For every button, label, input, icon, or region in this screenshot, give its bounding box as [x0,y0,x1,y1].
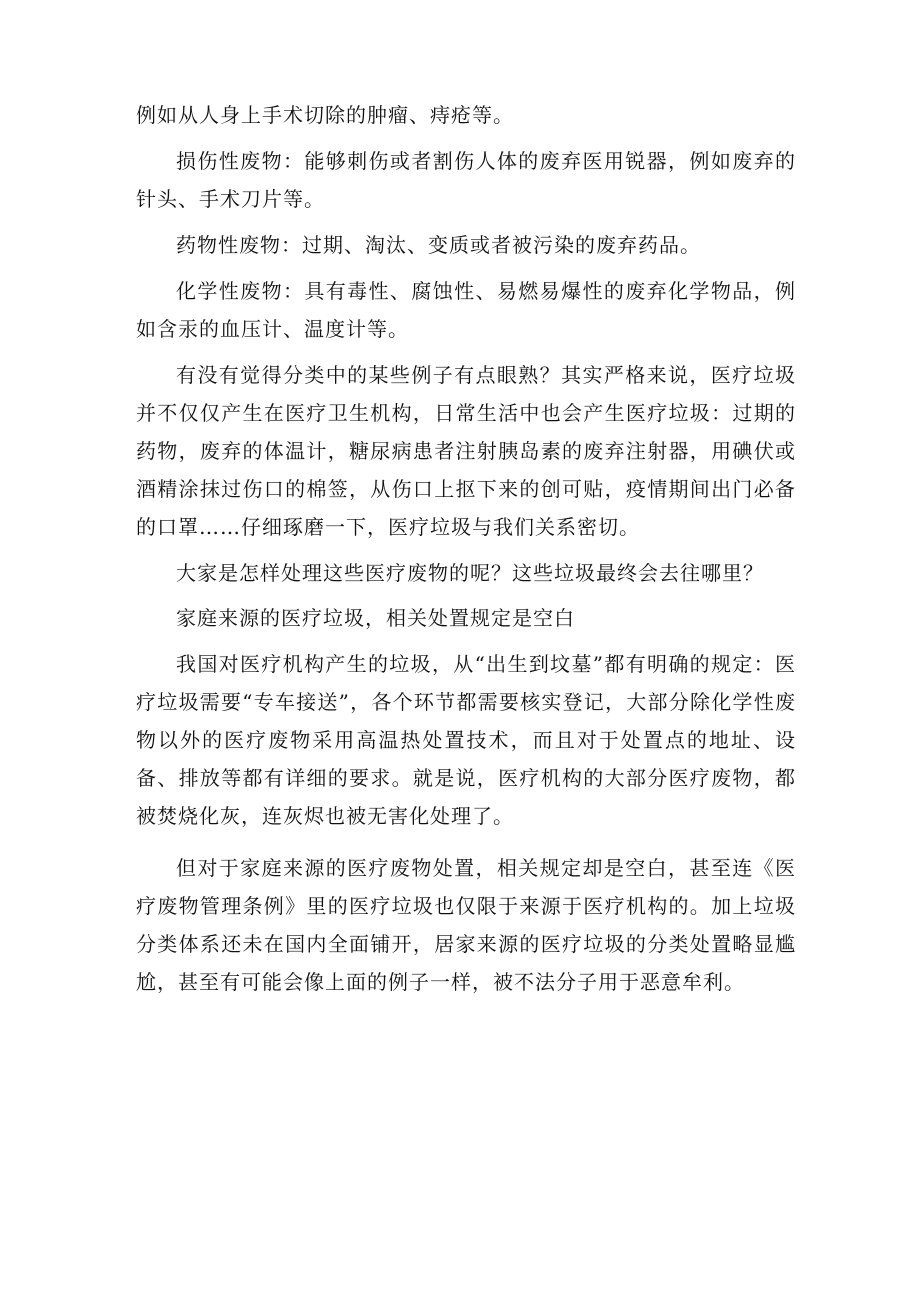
paragraph-sharps-waste: 损伤性废物：能够刺伤或者割伤人体的废弃医用锐器，例如废弃的针头、手术刀片等。 [136,149,796,211]
paragraph-tumor-example: 例如从人身上手术切除的肿瘤、痔疮等。 [136,103,514,127]
paragraph-question: 大家是怎样处理这些医疗废物的呢？这些垃圾最终会去往哪里？ [176,561,764,585]
paragraph-pharmaceutical-waste: 药物性废物：过期、淘汰、变质或者被污染的废弃药品。 [176,233,701,257]
paragraph-institutional-rules: 我国对医疗机构产生的垃圾，从“出生到坟墓”都有明确的规定：医疗垃圾需要“专车接送”，各个环节都需要核实登记，大部分除化学性废物以外的医疗废物采用高温热处置技术，而且对于处置点的地址、设备、排放等都有详细的要求。就是说，医疗机构的大部分医疗废物，都被焚烧化灰，连灰烬也被无害化处理了。 [136,652,796,828]
paragraph-household-gap: 但对于家庭来源的医疗废物处置，相关规定却是空白，甚至连《医疗废物管理条例》里的医疗垃圾也仅限于来源于医疗机构的。加上垃圾分类体系还未在国内全面铺开，居家来源的医疗垃圾的分类处置略显尴尬，甚至有可能会像上面的例子一样，被不法分子用于恶意牟利。 [136,856,796,994]
paragraph-household-medical-waste: 有没有觉得分类中的某些例子有点眼熟？其实严格来说，医疗垃圾并不仅仅产生在医疗卫生机构，日常生活中也会产生医疗垃圾：过期的药物，废弃的体温计，糖尿病患者注射胰岛素的废弃注射器，用碘伏或酒精涂抹过伤口的棉签，从伤口上抠下来的创可贴，疫情期间出门必备的口罩……仔细琢磨一下，医疗垃圾与我们关系密切。 [136,363,796,539]
article-body [136,96,796,1001]
section-heading: 家庭来源的医疗垃圾，相关处置规定是空白 [176,606,575,630]
paragraph-chemical-waste: 化学性废物：具有毒性、腐蚀性、易燃易爆性的废弃化学物品，例如含汞的血压计、温度计等。 [136,279,796,341]
